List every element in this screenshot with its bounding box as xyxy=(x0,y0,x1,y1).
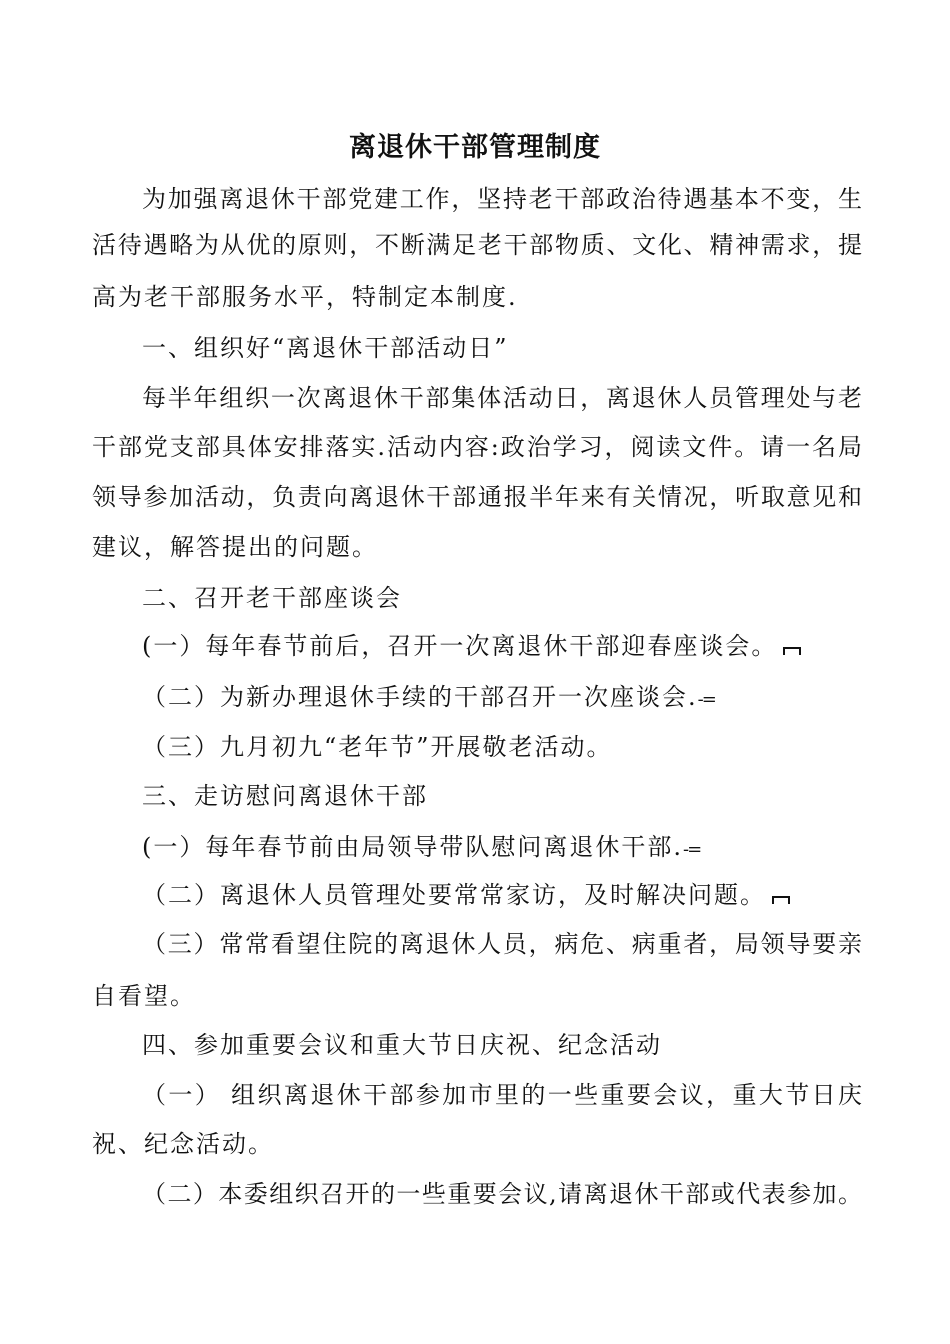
list-item-text: （二）离退休人员管理处要常常家访，及时解决问题。 xyxy=(142,881,766,909)
list-item-text: （二）为新办理退休手续的干部召开一次座谈会. xyxy=(142,683,698,711)
section-heading-1: 一、组织好“离退休干部活动日” xyxy=(142,334,509,362)
list-item-text: (一）每年春节前后，召开一次离退休干部迎春座谈会。 xyxy=(142,632,778,660)
list-item xyxy=(142,628,862,664)
list-item: （二）本委组织召开的一些重要会议,请离退休干部或代表参加。 xyxy=(142,1180,862,1208)
list-item: （三）常常看望住院的离退休人员，病危、病重者，局领导要亲 xyxy=(142,930,862,958)
paragraph-line: 每半年组织一次离退休干部集体活动日，离退休人员管理处与老 xyxy=(142,384,862,412)
section-heading-4: 四、参加重要会议和重大节日庆祝、纪念活动 xyxy=(142,1031,662,1059)
paragraph-line: 高为老干部服务水平，特制定本制度. xyxy=(92,283,518,311)
section-heading-3: 三、走访慰问离退休干部 xyxy=(142,782,428,810)
paragraph-line: 活待遇略为从优的原则，不断满足老干部物质、文化、精神需求，提 xyxy=(92,231,862,259)
list-item xyxy=(142,679,862,715)
equals-mark: -= xyxy=(697,689,715,710)
paragraph-line: 干部党支部具体安排落实.活动内容:政治学习，阅读文件。请一名局 xyxy=(92,433,862,461)
list-item-text: (一）每年春节前由局领导带队慰问离退休干部. xyxy=(142,833,683,861)
paragraph-line: 祝、纪念活动。 xyxy=(92,1130,274,1158)
list-item: （三）九月初九“老年节”开展敬老活动。 xyxy=(142,733,613,761)
equals-mark: -= xyxy=(683,839,701,860)
section-heading-2: 二、召开老干部座谈会 xyxy=(142,584,402,612)
paragraph-line: 自看望。 xyxy=(92,982,196,1010)
bracket-mark-icon xyxy=(770,890,794,904)
list-item xyxy=(142,877,862,913)
bracket-mark-icon xyxy=(781,641,805,655)
paragraph-line: 领导参加活动，负责向离退休干部通报半年来有关情况，听取意见和 xyxy=(92,483,862,511)
paragraph-line: 为加强离退休干部党建工作，坚持老干部政治待遇基本不变，生 xyxy=(142,185,862,213)
paragraph-line: 建议，解答提出的问题。 xyxy=(92,533,378,561)
document-title: 离退休干部管理制度 xyxy=(349,132,601,163)
list-item: （一） 组织离退休干部参加市里的一些重要会议，重大节日庆 xyxy=(142,1081,862,1109)
list-item xyxy=(142,829,862,865)
